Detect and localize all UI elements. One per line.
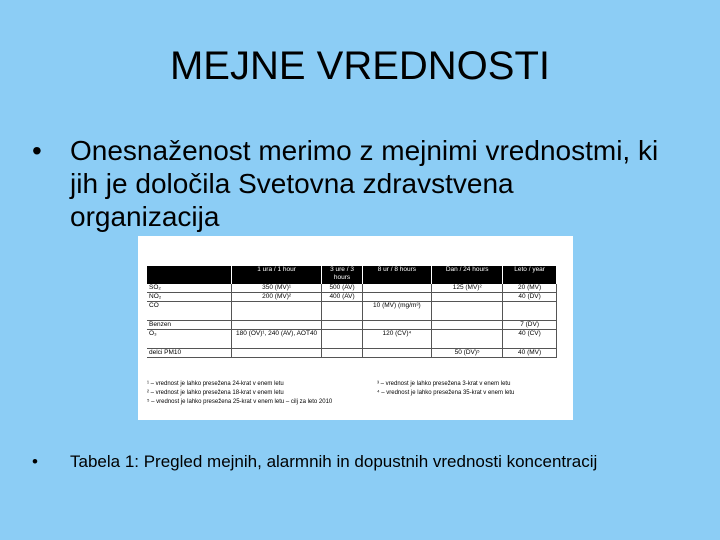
table-header-cell	[147, 266, 231, 284]
bullet-1-symbol: •	[32, 135, 42, 166]
table-cell: 10 (MV) (mg/m³)	[362, 302, 431, 321]
table-cell	[432, 330, 503, 349]
table-cell: NO₂	[147, 293, 231, 302]
table-cell: 200 (MV)²	[231, 293, 322, 302]
table-cell: 500 (AV)	[322, 284, 362, 293]
footnote: ³ – vrednost je lahko presežena 3-krat v enem letu	[377, 381, 511, 387]
table-cell: 20 (MV)	[503, 284, 557, 293]
table-cell	[503, 302, 557, 321]
table-cell	[231, 302, 322, 321]
table-cell	[432, 293, 503, 302]
table-header-cell: 8 ur / 8 hours	[362, 266, 431, 284]
bullet-1-text: Onesnaženost merimo z mejnimi vrednostmi, ki jih je določila Svetovna zdravstvena organizacija	[70, 135, 659, 232]
table-row	[147, 284, 557, 293]
bullet-2-symbol: •	[32, 452, 38, 471]
table-cell: 7 (DV)	[503, 321, 557, 330]
table-cell: 125 (MV)²	[432, 284, 503, 293]
table-header-cell: Dan / 24 hours	[432, 266, 503, 284]
table-cell: 120 (CV)⁴	[362, 330, 431, 349]
table-header-cell: 1 ura / 1 hour	[231, 266, 322, 284]
footnote: ¹ – vrednost je lahko presežena 24-krat v enem letu	[147, 381, 284, 387]
table-row	[147, 330, 557, 349]
table-cell: 40 (DV)	[503, 293, 557, 302]
table-cell: 40 (CV)	[503, 330, 557, 349]
table-cell: Benzen	[147, 321, 231, 330]
table-cell	[362, 284, 431, 293]
table-cell: 400 (AV)	[322, 293, 362, 302]
footnote: ⁵ – vrednost je lahko presežena 25-krat v enem letu – cilj za leto 2010	[147, 399, 333, 405]
table-cell: delci PM10	[147, 349, 231, 358]
table-cell: O₃	[147, 330, 231, 349]
table-cell	[362, 321, 431, 330]
table-row	[147, 349, 557, 358]
table-cell: 180 (OV)¹, 240 (AV), AOT40	[231, 330, 322, 349]
table-cell	[322, 321, 362, 330]
table-cell	[362, 293, 431, 302]
table-header-cell: 3 ure / 3 hours	[322, 266, 362, 284]
footnote: ⁴ – vrednost je lahko presežena 35-krat v enem letu	[377, 390, 515, 396]
table-cell	[322, 349, 362, 358]
table-cell: 40 (MV)	[503, 349, 557, 358]
table-cell	[322, 302, 362, 321]
table-header-cell: Leto / year	[503, 266, 557, 284]
table-row	[147, 302, 557, 321]
table-header-row	[147, 266, 557, 284]
table-cell: SO₂	[147, 284, 231, 293]
table-cell: 50 (DV)⁵	[432, 349, 503, 358]
table-cell	[322, 330, 362, 349]
table-cell	[362, 349, 431, 358]
table-cell	[432, 321, 503, 330]
bullet-2-text: Tabela 1: Pregled mejnih, alarmnih in dopustnih vrednosti koncentracij	[70, 452, 598, 471]
table-cell	[231, 321, 322, 330]
table-cell	[231, 349, 322, 358]
limits-table-image	[138, 236, 573, 420]
footnote: ² – vrednost je lahko presežena 18-krat v enem letu	[147, 390, 284, 396]
table-cell: 350 (MV)¹	[231, 284, 322, 293]
limits-table	[147, 266, 557, 358]
table-cell	[432, 302, 503, 321]
table-row	[147, 293, 557, 302]
slide-title: MEJNE VREDNOSTI	[169, 44, 551, 88]
table-row	[147, 321, 557, 330]
table-cell: CO	[147, 302, 231, 321]
